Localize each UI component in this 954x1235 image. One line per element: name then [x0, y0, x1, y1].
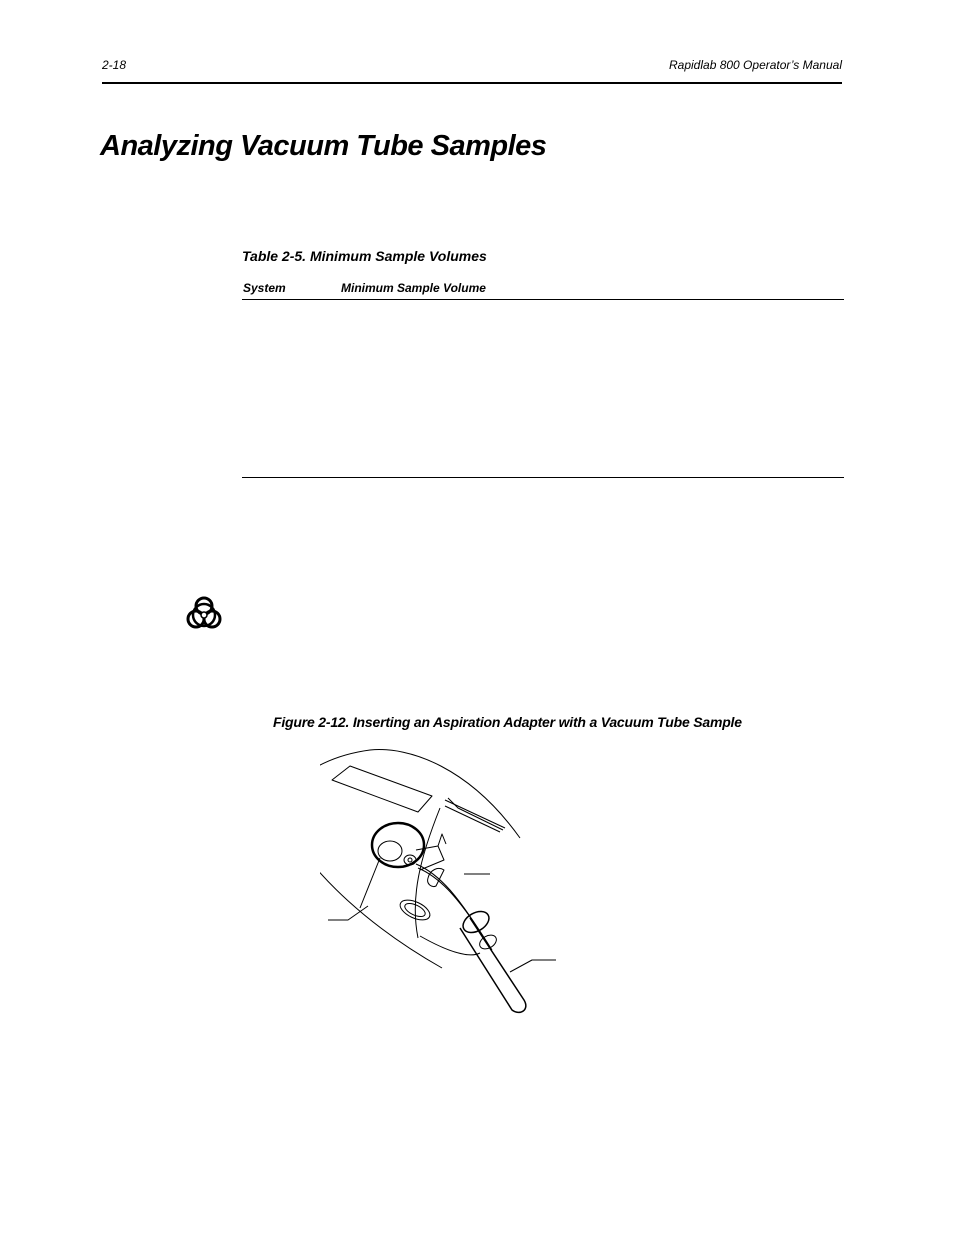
table-rule-top — [242, 299, 844, 300]
page-title: Analyzing Vacuum Tube Samples — [100, 130, 547, 162]
vacuum-tube-illustration — [320, 748, 570, 1023]
page-number: 2-18 — [102, 58, 127, 72]
table-rule-bottom — [242, 477, 844, 478]
table-caption: Table 2-5. Minimum Sample Volumes — [242, 248, 487, 264]
manual-title: Rapidlab 800 Operator’s Manual — [669, 58, 842, 72]
column-header-min-volume: Minimum Sample Volume — [341, 281, 486, 295]
biohazard-icon — [184, 594, 224, 632]
figure-caption: Figure 2-12. Inserting an Aspiration Adapter with a Vacuum Tube Sample — [273, 714, 742, 730]
header-rule — [102, 82, 842, 84]
column-header-system: System — [243, 281, 286, 295]
